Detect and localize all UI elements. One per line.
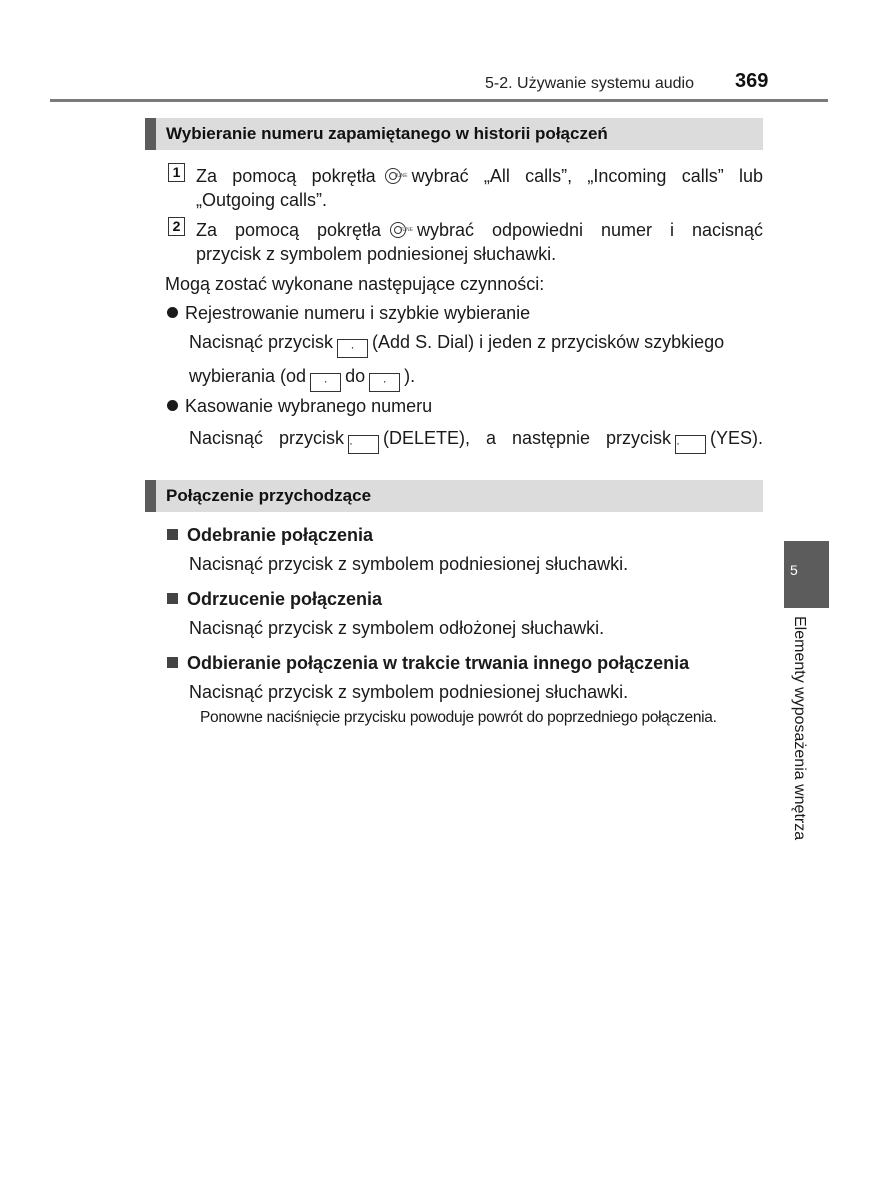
header-rule [50,99,828,102]
step-text-line: przycisk z symbolem podniesionej słuchawki. [196,244,557,264]
section-title: Połączenie przychodzące [166,486,372,505]
subsection-title: Odrzucenie połączenia [167,587,382,611]
subsection-title: Odebranie połączenia [167,523,373,547]
section-heading-bar [145,480,763,512]
dial-knob-icon: TUNE [389,221,411,239]
dial-knob-icon: TUNE [384,167,406,185]
section-heading-bar [145,118,763,150]
section-title: Wybieranie numeru zapamiętanego w historii połączeń [166,124,608,143]
step-number: 1 [168,163,185,182]
screen-button-icon: · [310,373,341,392]
step-number: 2 [168,217,185,236]
note-text: Ponowne naciśnięcie przycisku powoduje powrót do poprzedniego połączenia. [200,709,717,726]
step-text-line: Za pomocą pokrętła TUNE wybrać „All calls”, „Incoming calls” lub [196,166,763,186]
subsection-text: Nacisnąć przycisk z symbolem podniesionej słuchawki. [189,682,629,702]
bullet-text-line: Nacisnąć przycisk · (DELETE), a następnie przycisk · (YES). [189,426,763,454]
bullet-text-line: wybierania (od · do · ). [189,364,415,392]
bullet-text-line: Nacisnąć przycisk · (Add S. Dial) i jeden z przycisków szybkiego [189,330,724,358]
square-bullet-icon [167,657,178,668]
square-bullet-icon [167,529,178,540]
subsection-text: Nacisnąć przycisk z symbolem podniesionej słuchawki. [189,554,629,574]
intro-text: Mogą zostać wykonane następujące czynności: [165,274,545,294]
bullet-dot-icon [167,307,178,318]
chapter-label: Elementy wyposażenia wnętrza [791,616,808,841]
bullet-title: Rejestrowanie numeru i szybkie wybieranie [167,301,530,325]
chapter-tab [784,541,829,608]
screen-button-icon: · [675,435,706,454]
chapter-number: 5 [790,562,798,578]
step-text-line: „Outgoing calls”. [196,190,328,210]
step-text-line: Za pomocą pokrętła TUNE wybrać odpowiedni numer i nacisnąć [196,220,763,240]
square-bullet-icon [167,593,178,604]
page-number: 369 [735,70,769,92]
bullet-dot-icon [167,400,178,411]
running-head: 5-2. Używanie systemu audio [485,75,694,92]
screen-button-icon: · [369,373,400,392]
subsection-text: Nacisnąć przycisk z symbolem odłożonej słuchawki. [189,618,605,638]
screen-button-icon: · [337,339,368,358]
subsection-title: Odbieranie połączenia w trakcie trwania innego połączenia [167,651,689,675]
screen-button-icon: · [348,435,379,454]
bullet-title: Kasowanie wybranego numeru [167,394,432,418]
